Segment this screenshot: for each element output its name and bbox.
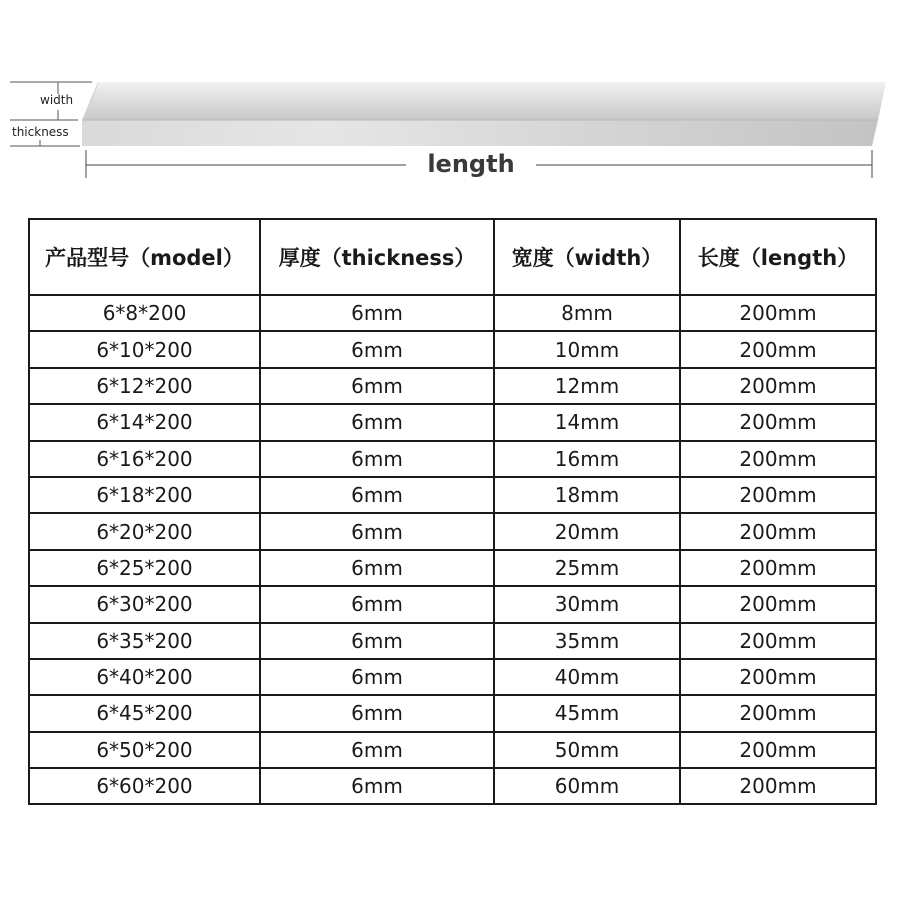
cell-model: 6*20*200 (29, 513, 260, 549)
cell-model: 6*14*200 (29, 404, 260, 440)
cell-thickness: 6mm (260, 768, 494, 804)
table-row (29, 732, 876, 768)
bar-front-face (82, 120, 878, 146)
cell-model: 6*25*200 (29, 550, 260, 586)
cell-width: 40mm (494, 659, 680, 695)
table-row (29, 368, 876, 404)
cell-thickness: 6mm (260, 732, 494, 768)
cell-length: 200mm (680, 513, 876, 549)
width-label: width (40, 93, 74, 107)
cell-thickness: 6mm (260, 368, 494, 404)
cell-width: 20mm (494, 513, 680, 549)
cell-width: 60mm (494, 768, 680, 804)
product-dimension-diagram (0, 0, 900, 190)
cell-length: 200mm (680, 695, 876, 731)
cell-length: 200mm (680, 477, 876, 513)
cell-thickness: 6mm (260, 586, 494, 622)
table-row (29, 477, 876, 513)
cell-model: 6*35*200 (29, 623, 260, 659)
cell-thickness: 6mm (260, 513, 494, 549)
cell-thickness: 6mm (260, 477, 494, 513)
cell-length: 200mm (680, 331, 876, 367)
cell-thickness: 6mm (260, 404, 494, 440)
header-width: 宽度（width） (494, 219, 680, 295)
table-row (29, 404, 876, 440)
cell-model: 6*30*200 (29, 586, 260, 622)
table-row (29, 623, 876, 659)
cell-width: 25mm (494, 550, 680, 586)
cell-length: 200mm (680, 404, 876, 440)
cell-model: 6*16*200 (29, 441, 260, 477)
cell-length: 200mm (680, 659, 876, 695)
cell-thickness: 6mm (260, 659, 494, 695)
cell-width: 10mm (494, 331, 680, 367)
cell-model: 6*18*200 (29, 477, 260, 513)
header-length: 长度（length） (680, 219, 876, 295)
header-model: 产品型号（model） (29, 219, 260, 295)
length-label: length (406, 150, 536, 178)
cell-width: 8mm (494, 295, 680, 331)
cell-width: 14mm (494, 404, 680, 440)
table-row (29, 586, 876, 622)
cell-thickness: 6mm (260, 695, 494, 731)
table-row (29, 441, 876, 477)
cell-model: 6*45*200 (29, 695, 260, 731)
table-header-row (29, 219, 876, 295)
bar-top-face (82, 82, 886, 120)
cell-model: 6*60*200 (29, 768, 260, 804)
table-row (29, 331, 876, 367)
cell-length: 200mm (680, 732, 876, 768)
table-row (29, 550, 876, 586)
cell-length: 200mm (680, 295, 876, 331)
table-row (29, 659, 876, 695)
cell-length: 200mm (680, 550, 876, 586)
cell-length: 200mm (680, 368, 876, 404)
cell-model: 6*12*200 (29, 368, 260, 404)
thickness-label: thickness (12, 125, 69, 139)
cell-width: 18mm (494, 477, 680, 513)
cell-width: 30mm (494, 586, 680, 622)
cell-model: 6*50*200 (29, 732, 260, 768)
cell-thickness: 6mm (260, 441, 494, 477)
spec-table (28, 218, 877, 805)
cell-thickness: 6mm (260, 623, 494, 659)
table-row (29, 768, 876, 804)
cell-model: 6*8*200 (29, 295, 260, 331)
cell-width: 16mm (494, 441, 680, 477)
cell-thickness: 6mm (260, 295, 494, 331)
cell-width: 50mm (494, 732, 680, 768)
cell-length: 200mm (680, 441, 876, 477)
table-row (29, 295, 876, 331)
cell-length: 200mm (680, 586, 876, 622)
cell-thickness: 6mm (260, 331, 494, 367)
cell-length: 200mm (680, 768, 876, 804)
cell-length: 200mm (680, 623, 876, 659)
cell-width: 45mm (494, 695, 680, 731)
cell-width: 35mm (494, 623, 680, 659)
cell-model: 6*40*200 (29, 659, 260, 695)
cell-model: 6*10*200 (29, 331, 260, 367)
cell-thickness: 6mm (260, 550, 494, 586)
header-thickness: 厚度（thickness） (260, 219, 494, 295)
table-row (29, 513, 876, 549)
cell-width: 12mm (494, 368, 680, 404)
table-row (29, 695, 876, 731)
